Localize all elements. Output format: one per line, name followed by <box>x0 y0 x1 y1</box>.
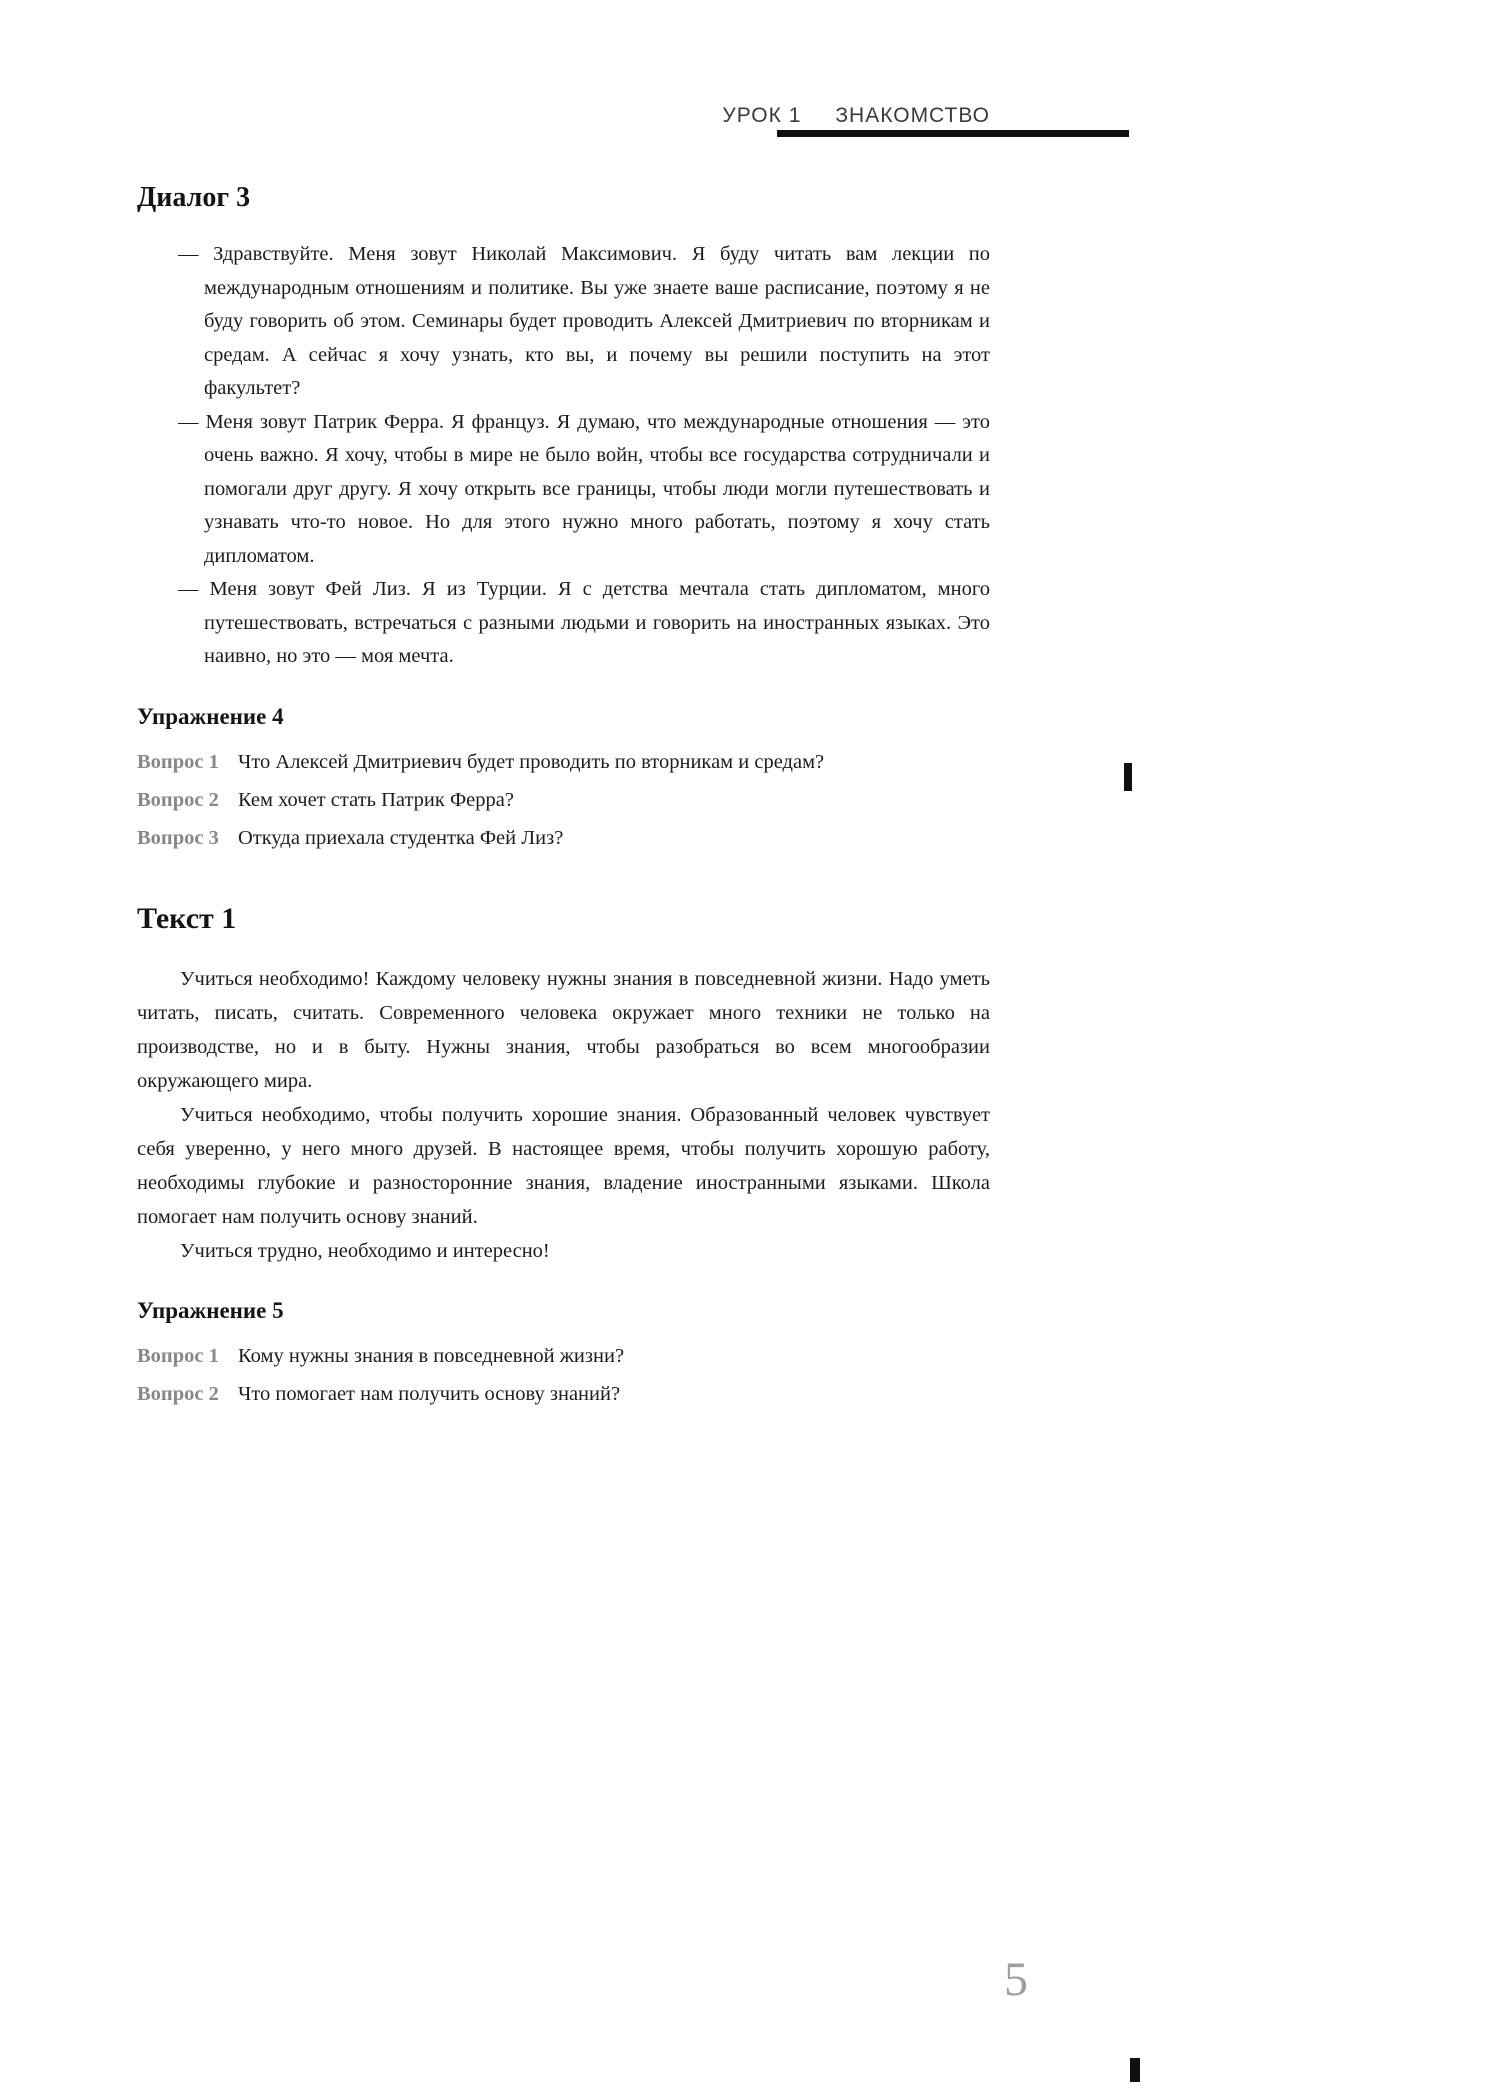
text-paragraph-2: Учиться необходимо, чтобы получить хорошие знания. Образованный человек чувствует себя уверенно, у него много друзей. В настоящее время, чтобы получить хорошую работу, необходимы глубокие и разносторонние знания, владение иностранными языками. Школа помогает нам получить основу знаний. <box>137 1103 990 1228</box>
question-text: Кому нужны знания в повседневной жизни? <box>238 1344 625 1367</box>
text-1-title: Текст 1 <box>137 901 237 935</box>
page-content <box>137 182 990 1420</box>
running-header <box>400 104 990 128</box>
question-label: Вопрос 3 <box>137 826 219 849</box>
scan-edge-mark <box>1124 763 1132 791</box>
question-text: Что Алексей Дмитриевич будет проводить по вторникам и средам? <box>238 750 825 773</box>
exercise-4-title: Упражнение 4 <box>137 703 284 729</box>
question-row <box>137 750 990 774</box>
question-label: Вопрос 2 <box>137 1382 219 1405</box>
dialog-paragraph-1: — Здравствуйте. Меня зовут Николай Максимович. Я буду читать вам лекции по международным отношениям и политике. Вы уже знаете ваше расписание, поэтому я не буду говорить об этом. Семинары будет проводить Алексей Дмитриевич по вторникам и средам. А сейчас я хочу узнать, кто вы, и почему вы решили поступить на этот факультет? <box>178 243 990 399</box>
exercise-5-title: Упражнение 5 <box>137 1297 284 1323</box>
dialog-paragraph-3: — Меня зовут Фей Лиз. Я из Турции. Я с детства мечтала стать дипломатом, много путешествовать, встречаться с разными людьми и говорить на иностранных языках. Это наивно, но это — моя мечта. <box>178 578 990 667</box>
question-label: Вопрос 1 <box>137 750 219 773</box>
text-paragraph-1: Учиться необходимо! Каждому человеку нужны знания в повседневной жизни. Надо уметь читать, писать, считать. Современного человека окружает много техники не только на производстве, но и в быту. Нужны знания, чтобы разобраться во всем многообразии окружающего мира. <box>137 967 990 1092</box>
question-text: Что помогает нам получить основу знаний? <box>238 1382 621 1405</box>
dialog-paragraph-2: — Меня зовут Патрик Ферра. Я француз. Я думаю, что международные отношения — это очень важно. Я хочу, чтобы в мире не было войн, чтобы все государства сотрудничали и помогали друг другу. Я хочу открыть все границы, чтобы люди могли путешествовать и узнавать что-то новое. Но для этого нужно много работать, поэтому я хочу стать дипломатом. <box>178 410 990 567</box>
question-row <box>137 788 990 812</box>
question-text: Кем хочет стать Патрик Ферра? <box>238 788 514 811</box>
header-topic-label: ЗНАКОМСТВО <box>835 104 990 127</box>
question-row <box>137 826 990 850</box>
dialog-3-title: Диалог 3 <box>137 182 251 213</box>
scan-edge-mark <box>1130 2058 1140 2082</box>
question-row <box>137 1382 990 1406</box>
header-lesson-label: УРОК 1 <box>722 104 802 127</box>
question-text: Откуда приехала студентка Фей Лиз? <box>238 826 564 849</box>
question-row <box>137 1344 990 1368</box>
question-label: Вопрос 2 <box>137 788 219 811</box>
text-paragraph-3: Учиться трудно, необходимо и интересно! <box>180 1239 550 1262</box>
header-rule <box>777 130 1129 137</box>
page-number: 5 <box>1004 1953 1028 2006</box>
question-label: Вопрос 1 <box>137 1344 219 1367</box>
